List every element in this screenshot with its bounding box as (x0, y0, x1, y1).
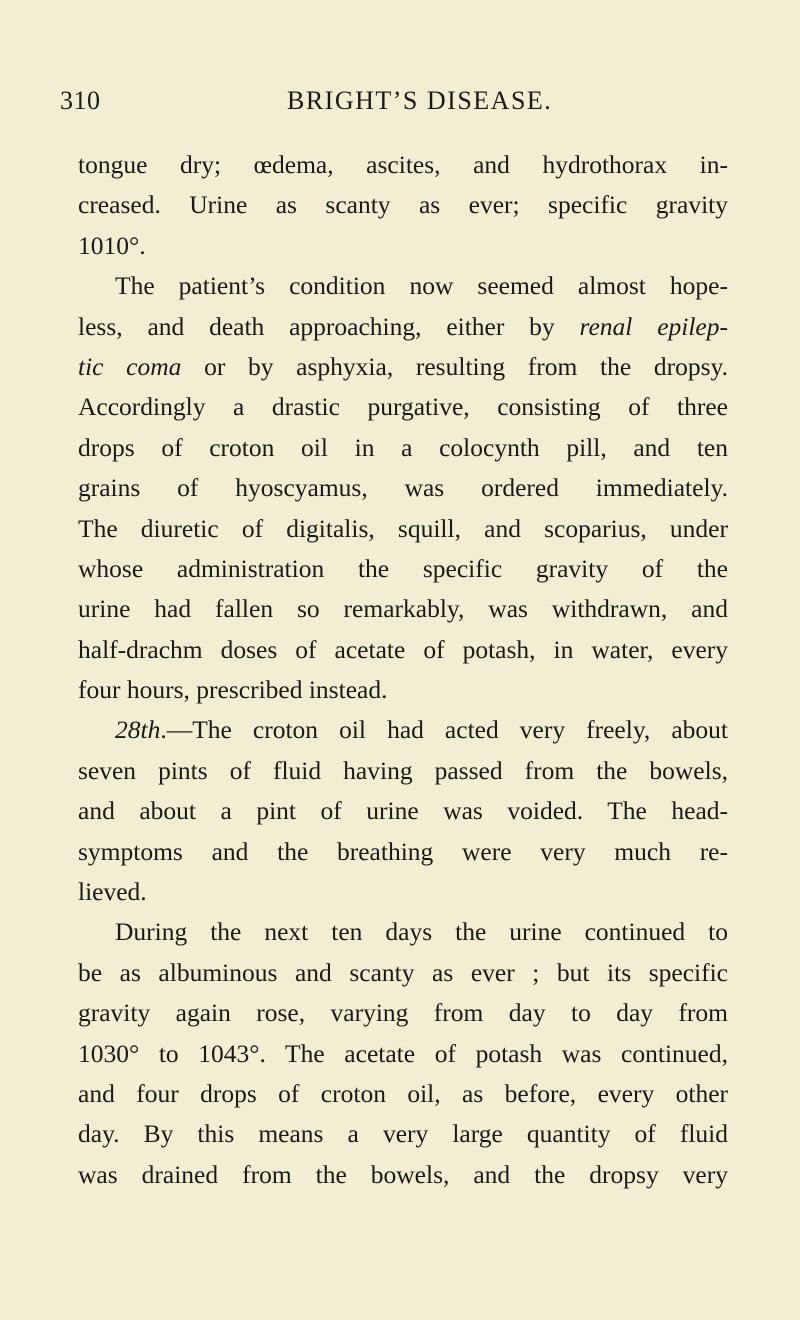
text-line: whose administration the specific gravity of the (78, 553, 728, 583)
text-line: Accordingly a drastic purgative, consisting of three (78, 392, 728, 422)
text-line: tic coma or by asphyxia, resulting from the dropsy. (78, 351, 728, 381)
text-line: symptoms and the breathing were very much re- (78, 836, 728, 866)
text-line: less, and death approaching, either by renal epilep- (78, 311, 728, 341)
running-head: BRIGHT’S DISEASE. (287, 86, 553, 115)
text-line: 1010°. (78, 230, 146, 260)
text-line: and about a pint of urine was voided. The head- (78, 796, 728, 826)
text-line: drops of croton oil in a colocynth pill, and ten (78, 432, 728, 462)
page-number: 310 (60, 86, 101, 115)
text-line: urine had fallen so remarkably, was withdrawn, and (78, 594, 728, 624)
text-line: day. By this means a very large quantity of fluid (78, 1119, 728, 1149)
text-line: lieved. (78, 877, 147, 907)
text-line: creased. Urine as scanty as ever; specific gravity (78, 190, 728, 220)
text-line: was drained from the bowels, and the dropsy very (78, 1159, 728, 1189)
italic-text: 28th (115, 715, 161, 745)
text-line: and four drops of croton oil, as before, every other (78, 1078, 728, 1108)
text-line: tongue dry; œdema, ascites, and hydrothorax in- (78, 150, 728, 179)
text-line: grains of hyoscyamus, was ordered immediately. (78, 473, 728, 503)
text-line: The patient’s condition now seemed almost hope- (115, 271, 728, 301)
text-line: be as albuminous and scanty as ever ; but its specific (78, 957, 728, 987)
text-line: The diuretic of digitalis, squill, and scoparius, under (78, 513, 728, 543)
text-line: seven pints of fluid having passed from the bowels, (78, 755, 728, 785)
text-line: 1030° to 1043°. The acetate of potash was continued, (78, 1038, 728, 1068)
text-line: four hours, prescribed instead. (78, 675, 388, 705)
text-line: 28th.—The croton oil had acted very freely, about (115, 715, 728, 745)
text-line: During the next ten days the urine continued to (115, 917, 728, 947)
text-line: half-drachm doses of acetate of potash, in water, every (78, 634, 728, 664)
italic-text: renal epilep- (579, 311, 728, 341)
body-text (78, 145, 728, 1195)
page-header (60, 86, 760, 126)
italic-text: tic coma (78, 351, 182, 381)
text-line: gravity again rose, varying from day to day from (78, 998, 728, 1028)
